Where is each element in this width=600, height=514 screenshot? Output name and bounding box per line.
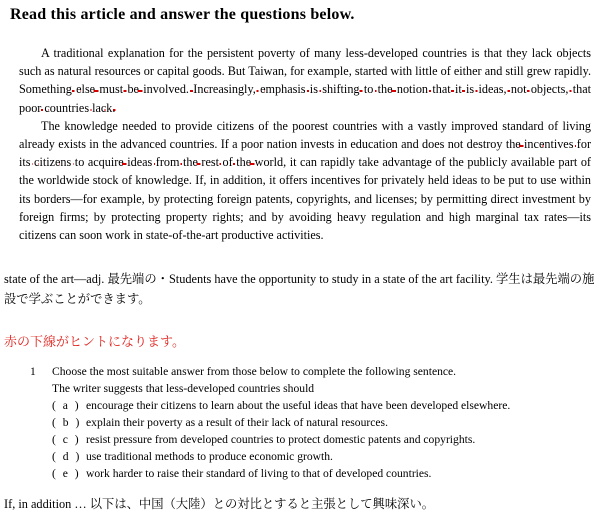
answer-option-c[interactable] [30,431,592,448]
hint-note: 赤の下線がヒントになります。 [4,334,185,349]
question-block [30,363,592,482]
question-stem: The writer suggests that less-developed countries should [52,382,315,395]
red-underlined-hint-1: Something else must be involved. Increasingly, emphasis is shifting to the notion that it is ideas, not objects, that poor countries lack. [19,82,591,115]
article-paragraph-1 [19,44,591,117]
article-body [19,44,591,244]
option-label: ( d ) [52,450,82,463]
option-label: ( b ) [52,416,82,429]
option-label: ( a ) [52,399,81,412]
article-text: A traditional explanation for the persistent poverty of many less-developed countries is that they lack objects such as natural resources or capital goods. But Taiwan, for example, started with little of either and still grew rapidly. [19,46,591,79]
option-text: work harder to raise their standard of living to that of developed countries. [86,467,432,480]
article-text: , it can rapidly take advantage of the publicly available part of the worldwide stock of knowledge. If, in addition, it offers incentives for privately held ideas to be put to use within its borders—for example, by protecting foreign patents, copyrights, and licenses; by permitting direct investment by foreign firms; by protecting property rights; and by avoiding heavy regulation and high marginal tax rates—its citizens can soon work in state-of-the-art productive activities. [19,155,591,243]
article-paragraph-2 [19,117,591,244]
option-label: ( e ) [52,467,81,480]
red-underlined-hint-2: the incentives for its citizens to acquire ideas from the rest of the world [19,137,592,170]
option-text: resist pressure from developed countries to protect domestic patents and copyrights. [86,433,476,446]
answer-option-b[interactable] [30,414,592,431]
footnote: If, in addition … 以下は、中国（大陸）との対比とすると主張として興味深い。 [4,497,435,511]
option-label: ( c ) [52,433,81,446]
option-text: use traditional methods to produce economic growth. [86,450,333,463]
answer-option-d[interactable] [30,448,592,465]
article-text: The knowledge needed to provide citizens of the poorest countries with a vastly improved standard of living already exists in the advanced countries. If a poor nation invests in education and does not destroy [19,118,591,152]
vocabulary-note: state of the art—adj. 最先端の・Students have the opportunity to study in a state of the art facility. 学生は最先端の施設で学ぶことができます。 [4,272,595,306]
question-header [30,363,592,380]
question-number: 1 [30,365,36,378]
answer-option-e[interactable] [30,465,592,482]
answer-option-a[interactable] [30,397,592,414]
question-prompt: Choose the most suitable answer from those below to complete the following sentence. [52,365,457,378]
option-text: encourage their citizens to learn about the useful ideas that have been developed elsewhere. [86,399,511,412]
option-text: explain their poverty as a result of their lack of natural resources. [86,416,388,429]
page-title: Read this article and answer the questions below. [10,6,355,23]
